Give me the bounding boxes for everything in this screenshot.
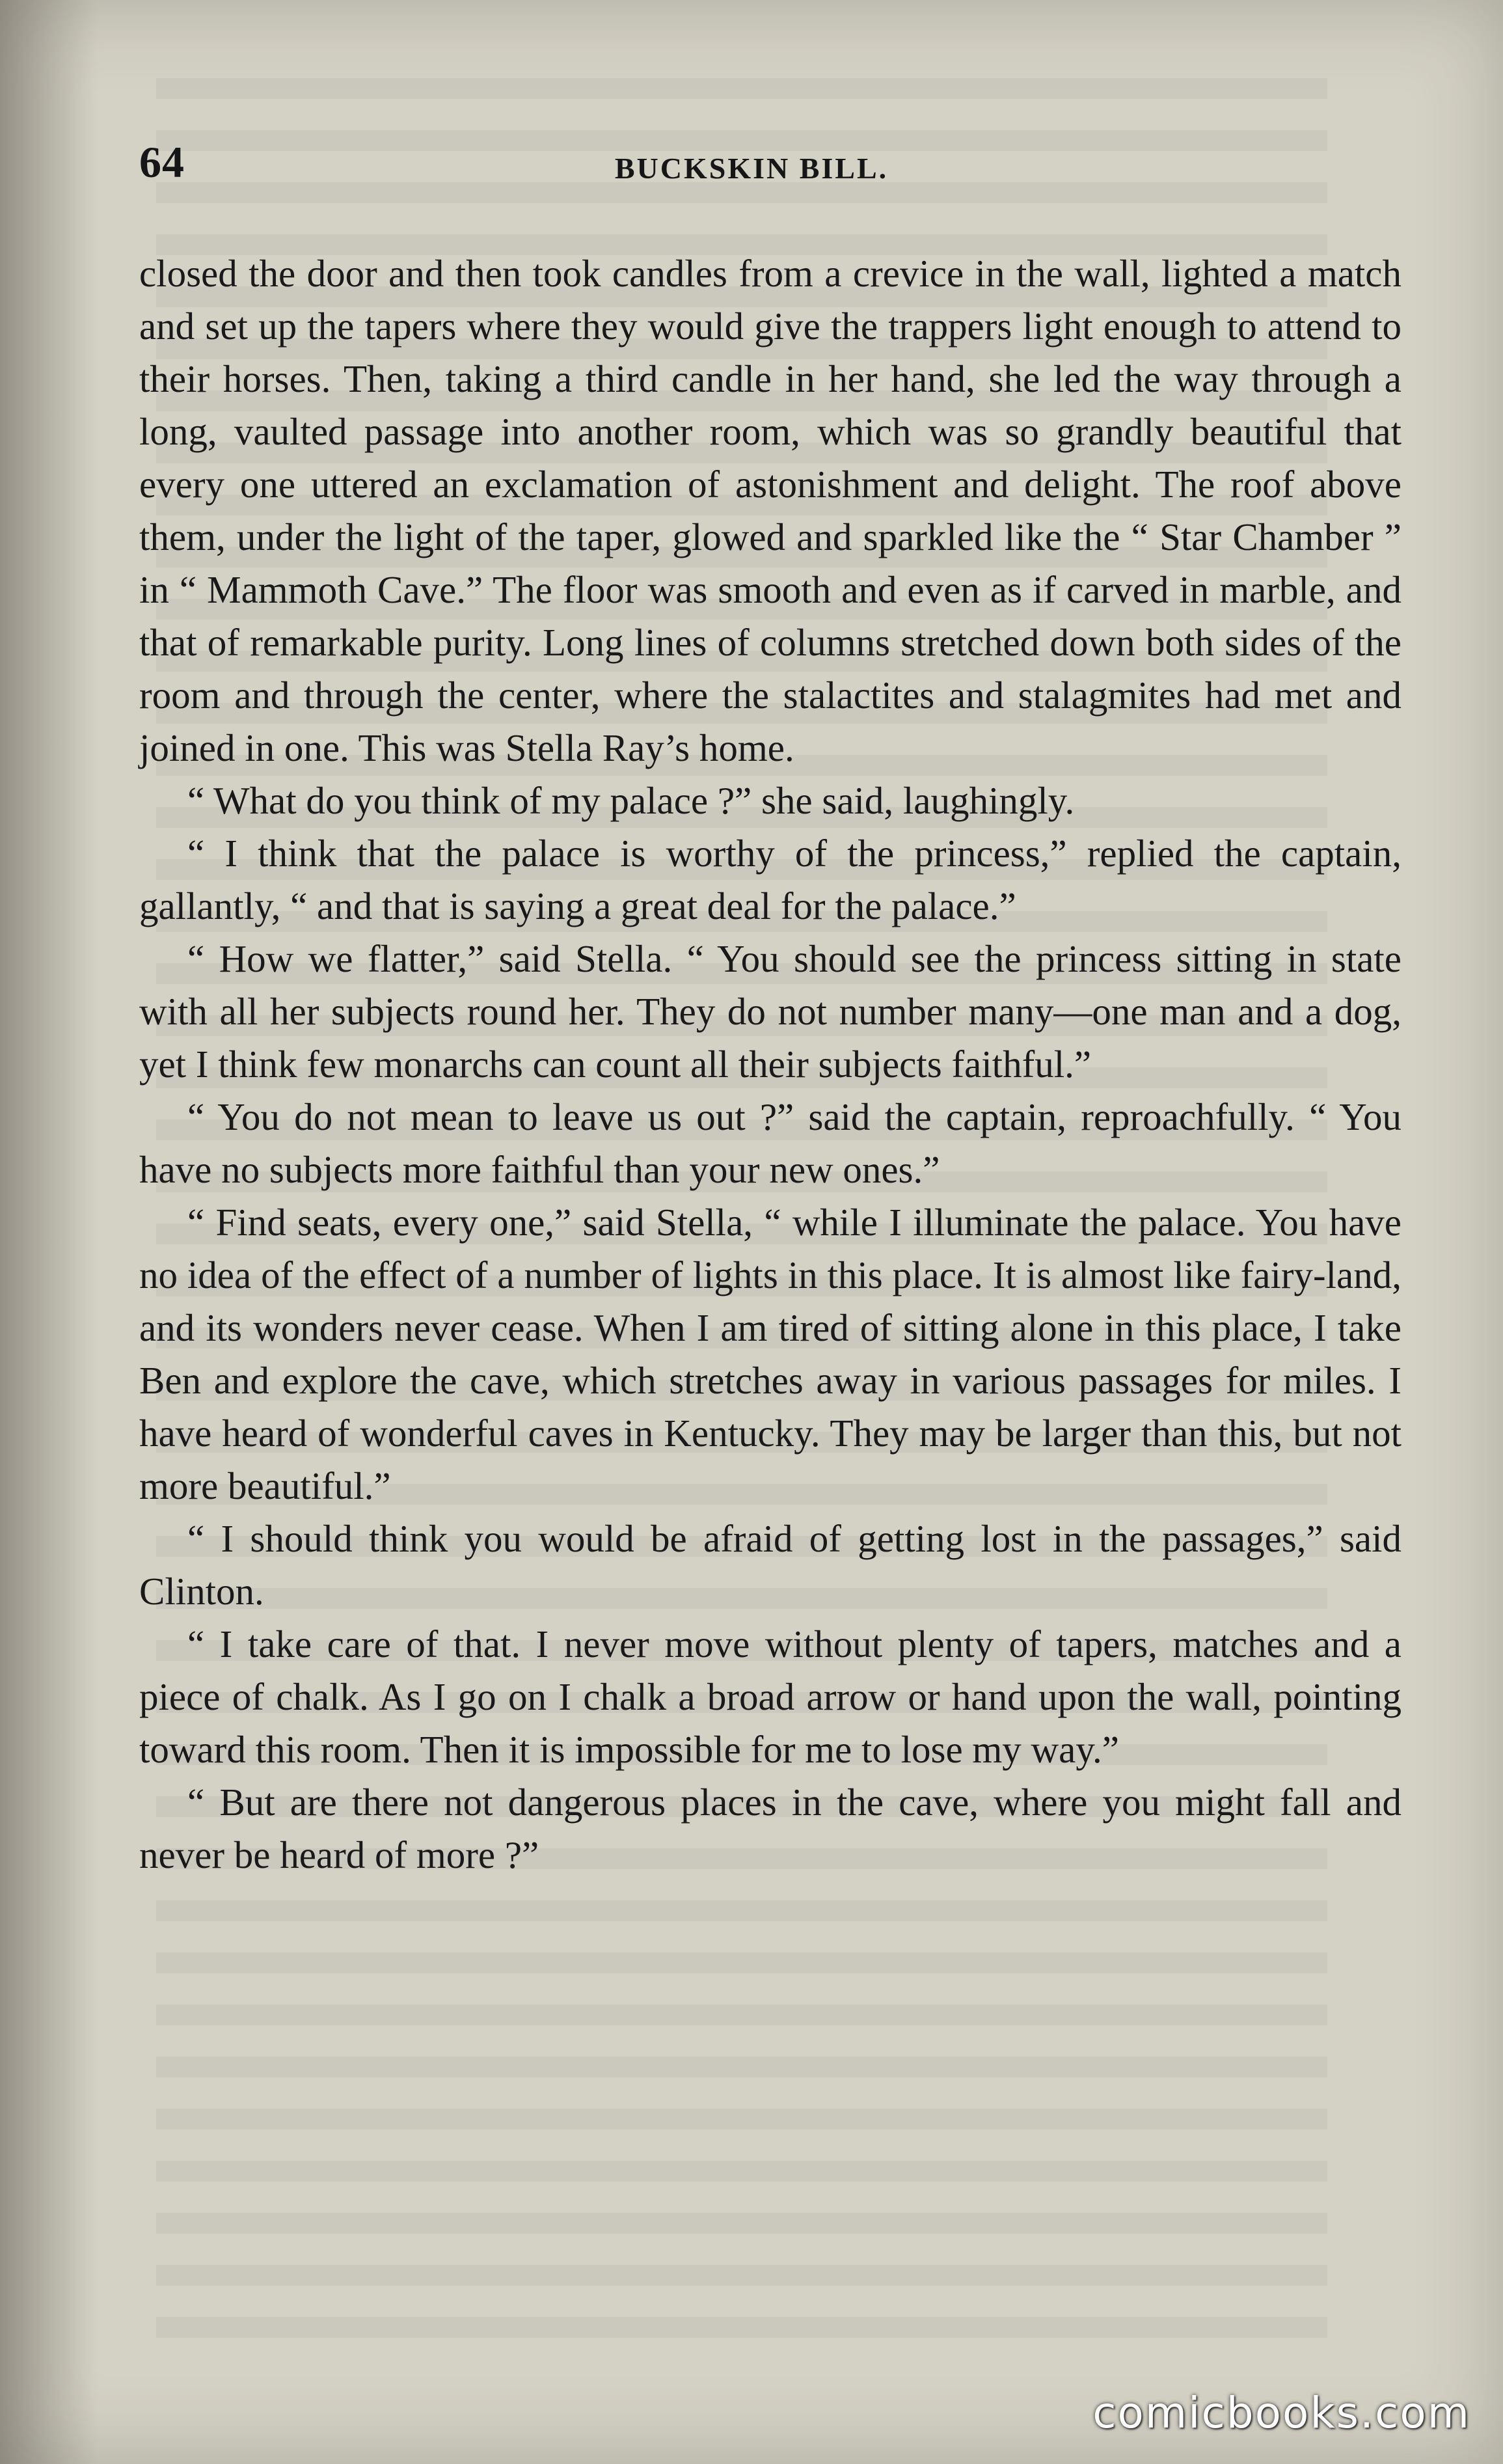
paragraph: “ I take care of that. I never move without plenty of tapers, matches and a piece of chalk. As I go on I chalk a broad arrow or hand upon the wall, pointing toward this room. Then it is impossible for me to lose my way.” [139,1622,1401,1771]
paragraph: closed the door and then took candles from a crevice in the wall, lighted a match and set up the tapers where they would give the trappers light enough to attend to their horses. Then, taking a third candle in her hand, she led the way through a long, vaulted passage into another room, which was so grandly beautiful that every one uttered an exclamation of astonishment and delight. The roof above them, under the light of the taper, glowed and sparkled like the “ Star Chamber ” in “ Mammoth Cave.” The floor was smooth and even as if carved in marble, and that of remarkable purity. Long lines of columns stretched down both sides of the room and through the center, where the stalactites and stalagmites had met and joined in one. This was Stella Ray’s home. [139,252,1401,769]
paragraph: “ You do not mean to leave us out ?” said the captain, reproachfully. “ You have no subjects more faithful than your new ones.” [139,1095,1401,1191]
paragraph: “ What do you think of my palace ?” she said, laughingly. [187,779,1075,822]
page-number: 64 [139,137,185,187]
binding-shadow [0,0,98,2464]
body-text [139,247,1401,1882]
watermark: comicbooks.com [1092,2388,1470,2438]
paragraph: “ How we flatter,” said Stella. “ You should see the princess sitting in state with all her subjects round her. They do not number many—one man and a dog, yet I think few monarchs can count all their subjects faithful.” [139,937,1401,1086]
paragraph: “ Find seats, every one,” said Stella, “ while I illuminate the palace. You have no idea of the effect of a number of lights in this place. It is almost like fairy-land, and its wonders never cease. When I am tired of sitting alone in this place, I take Ben and explore the cave, which stretches away in various passages for miles. I have heard of wonderful caves in Kentucky. They may be larger than this, but not more beautiful.” [139,1201,1401,1507]
running-head: BUCKSKIN BILL. [614,152,889,185]
paragraph: “ I think that the palace is worthy of the princess,” replied the captain, gallantly, “ and that is saying a great deal for the palace.” [139,832,1401,927]
paragraph: “ I should think you would be afraid of getting lost in the passages,” said Clinton. [139,1517,1401,1613]
paragraph: “ But are there not dangerous places in the cave, where you might fall and never be heard of more ?” [139,1781,1401,1876]
